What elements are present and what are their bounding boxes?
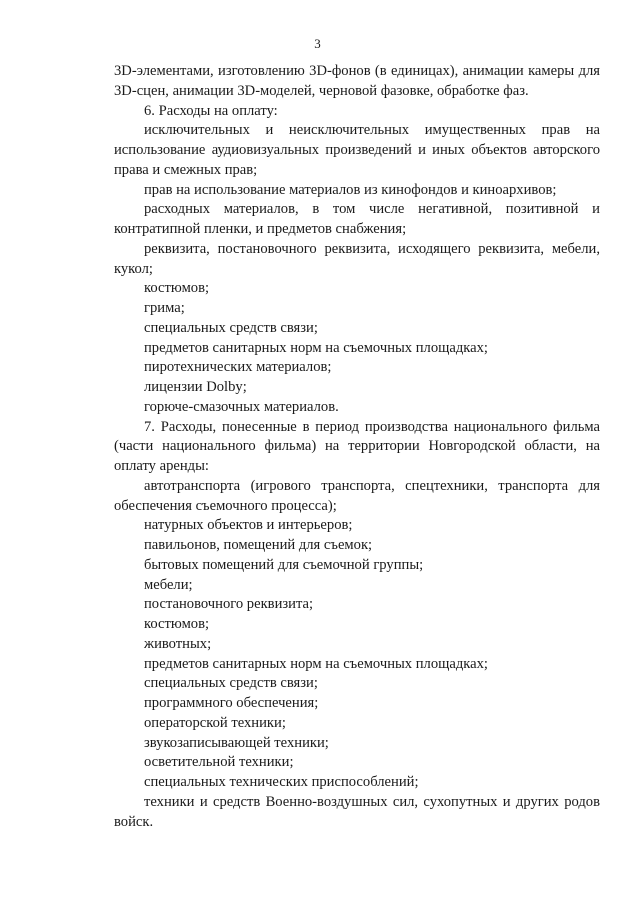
list-item: постановочного реквизита; (144, 596, 314, 613)
list-item: костюмов; (144, 280, 210, 297)
page-number: 3 (314, 36, 321, 51)
list-item: расходных материалов, в том числе негативной, позитивной и контратипной пленки, и предметов снабжения; (114, 201, 600, 237)
list-item: мебели; (144, 576, 193, 593)
list-item: натурных объектов и интерьеров; (144, 517, 353, 534)
list-item: лицензии Dolby; (144, 379, 247, 395)
list-item: предметов санитарных норм на съемочных площадках; (144, 339, 488, 356)
list-item: грима; (144, 300, 185, 316)
list-item: осветительной техники; (144, 754, 294, 771)
list-item: костюмов; (144, 616, 210, 632)
list-item: исключительных и неисключительных имущественных прав на использование аудиовизуальных произведений и иных объектов авторского права и смежных прав; (114, 122, 600, 178)
list-item: прав на использование материалов из кинофондов и киноархивов; (144, 181, 557, 198)
list-item: техники и средств Военно-воздушных сил, сухопутных и других родов войск. (114, 793, 600, 830)
list-item: звукозаписывающей техники; (144, 734, 329, 751)
list-item: предметов санитарных норм на съемочных площадках; (144, 655, 488, 672)
list-item: программного обеспечения; (144, 695, 319, 711)
list-item: пиротехнических материалов; (144, 359, 332, 376)
paragraph-continuation: 3D-элементами, изготовлению 3D-фонов (в единицах), анимации камеры для 3D-сцен, анимации 3D-моделей, черновой фазовке, обработке фаз. (114, 63, 600, 99)
list-item: специальных технических приспособлений; (144, 774, 419, 790)
list-item: павильонов, помещений для съемок; (144, 537, 373, 553)
paragraph-section-6-heading: 6. Расходы на оплату: (144, 102, 278, 119)
list-item: горюче-смазочных материалов. (144, 398, 339, 415)
list-item: операторской техники; (144, 714, 286, 731)
list-item: животных; (144, 635, 212, 652)
list-item: специальных средств связи; (144, 675, 318, 692)
document-body (114, 62, 600, 832)
list-item: автотранспорта (игрового транспорта, спецтехники, транспорта для обеспечения съемочного процесса); (114, 477, 600, 514)
list-item: реквизита, постановочного реквизита, исходящего реквизита, мебели, кукол; (114, 240, 600, 277)
list-item: специальных средств связи; (144, 319, 318, 336)
list-item: бытовых помещений для съемочной группы; (144, 556, 424, 573)
paragraph-section-7-heading: 7. Расходы, понесенные в период производства национального фильма (части национального фильма) на территории Новгородской области, на оплату аренды: (114, 418, 600, 474)
